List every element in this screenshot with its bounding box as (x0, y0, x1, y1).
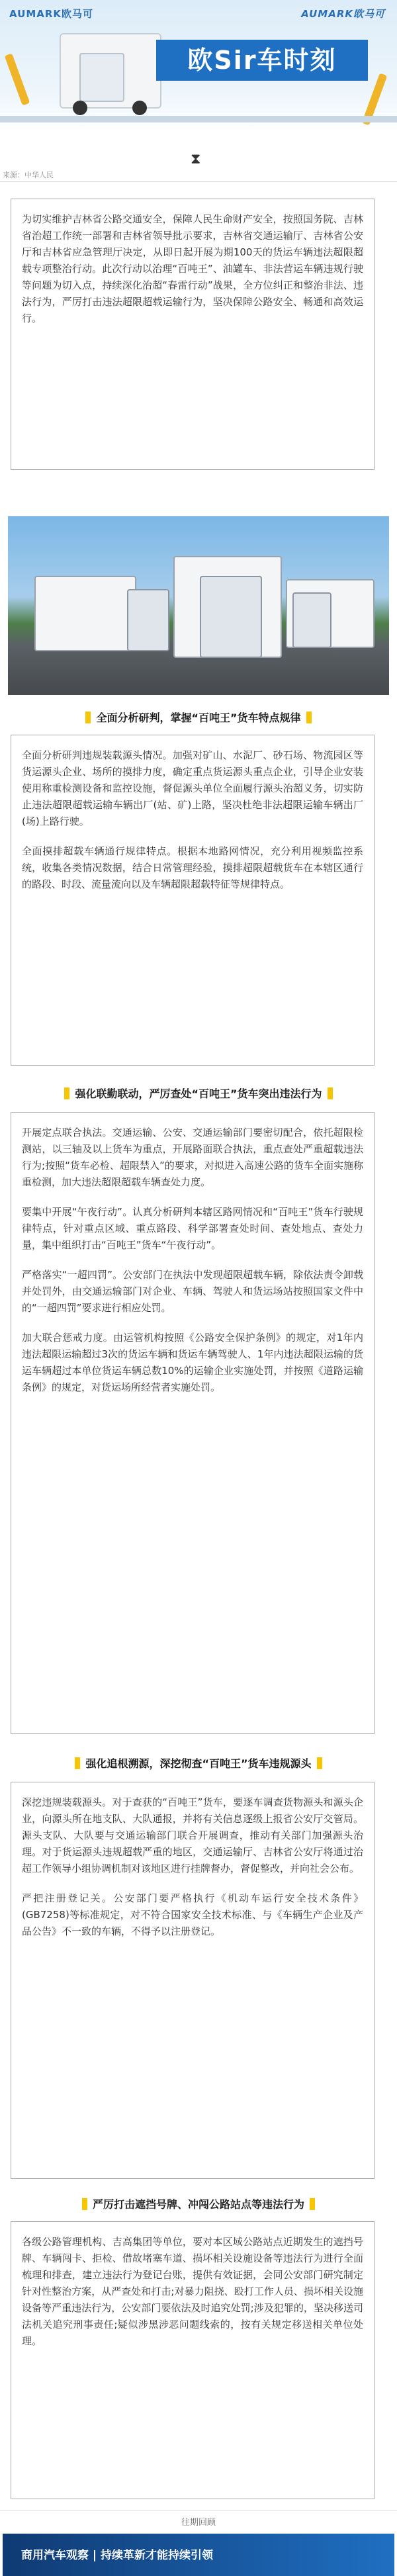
paragraph: 开展定点联合执法。交通运输、公安、交通运输部门要密切配合，依托超限检测站，以三轴及以上货车为重点，开展路面联合执法，重点查处严重超载违法行为;按照“货车必检、超限禁入”的要求，对拟进入高速公路的货车全面实施称重检测，加大违法超限超载车辆查处力度。 (22, 1127, 363, 1188)
paragraph: 全面摸排超载车辆通行规律特点。根据本地路网情况，充分利用视频监控系统，收集各类情况数据，结合日常管理经验，摸排超限超载货车在本辖区通行的路段、时段、流量流向以及车辆超限超载特征等规律特点。 (22, 845, 363, 890)
heading-bar-right (310, 2198, 315, 2210)
heading-bar-left (75, 1757, 80, 1769)
header-banner (0, 0, 397, 132)
truck-image (34, 576, 136, 651)
section-heading (0, 710, 397, 725)
banner-title: 欧Sir车时刻 (156, 40, 368, 81)
paragraph: 为切实维护吉林省公路交通安全，保障人民生命财产安全，按照国务院、吉林省治超工作统一部署和吉林省领导批示要求，吉林省交通运输厅、吉林省公安厅和吉林省应急管理厅决定，从即日起开展为期100天的货运车辆违法超限超载专项整治行动。此次行动以治理“百吨王”、油罐车、非法营运车辆违规行驶等问题为切入点，持续深化治超“春雷行动”战果，全方位纠正和整治非法、违法行为，严厉打击违法超限超载运输行为，坚决保障公路安全、畅通和高效运行。 (22, 213, 363, 324)
truck-image-cab (200, 576, 262, 658)
section-heading (0, 2196, 397, 2211)
paragraph: 深挖违规装载源头。对于查获的“百吨王”货车，要逐车调查货物源头和源头企业，向源头所在地支队、大队通报，并将有关信息逐级上报省公安厅交管局。源头支队、大队要与交通运输部门联合开展调查，推动有关部门加强源头治理。对于货运源头违规超载严重的地区，交通运输厅、吉林省公安厅将通过治超工作领导小组协调机制对该地区进行挂牌督办，督促整改，并向社会公布。 (22, 1796, 363, 1874)
truck-image-cab (127, 589, 169, 651)
text-box-section-1 (11, 735, 375, 1066)
truck-cab-illustration (79, 53, 124, 102)
paragraph: 严把注册登记关。公安部门要严格执行《机动车运行安全技术条件》(GB7258)等标准规定，对不符合国家安全技术标准、与《车辆生产企业及产品公告》不一致的车辆，不得予以注册登记。 (22, 1892, 363, 1937)
section-heading-text: 全面分析研判，掌握“百吨王”货车特点规律 (96, 712, 301, 724)
source-line: 来源：中华人民 (3, 171, 54, 179)
heading-bar-right (328, 1087, 333, 1099)
section-heading (0, 1085, 397, 1101)
paragraph: 严格落实“一超四罚”。公安部门在执法中发现超限超载车辆，除依法责令卸载并处罚外，由交通运输部门对企业、车辆、驾驶人和货运场站按照国家文件中的“一超四罚”要求进行相应处罚。 (22, 1269, 363, 1314)
road-illustration (0, 116, 397, 122)
section-heading (0, 1755, 397, 1771)
section-heading-text: 严厉打击遮挡号牌、冲闯公路站点等违法行为 (92, 2198, 304, 2211)
hourglass-icon: ⧗ (191, 151, 201, 167)
paragraph: 各级公路管理机构、吉高集团等单位，要对本区域公路站点近期发生的遮挡号牌、车辆闯卡、拒检、借故堵塞车道、损坏相关设施设备等违法行为进行全面梳理和排查，建立违法行为登记台账，提供有效证据，会同公安部门研究制定针对性整治方案，从严查处和打击;对暴力阻挠、殴打工作人员、损坏相关设施设备等严重违法行为，公安部门要依法及时追究处罚;涉及犯罪的，坚决移送司法机关追究刑事责任;疑似涉黑涉恶问题线索的，按有关规定移送相关单位处理。 (22, 2236, 363, 2347)
text-box-section-2 (11, 1112, 375, 1734)
section-heading-text: 强化追根溯源，深挖彻查“百吨王”货车违规源头 (85, 1757, 312, 1770)
heading-bar-left (85, 712, 91, 723)
brand-logo-right: AUMARK欧马可 (301, 8, 385, 20)
intro-text-box (11, 199, 375, 470)
past-article-title[interactable]: 商用汽车观察 | 持续革新才能持续引领 (21, 2549, 214, 2562)
past-article-banner[interactable] (3, 2534, 394, 2576)
text-box-section-3 (11, 1782, 375, 2179)
heading-bar-left (64, 1087, 69, 1099)
text-box-section-4 (11, 2221, 375, 2499)
paragraph: 要集中开展“午夜行动”。认真分析研判本辖区路网情况和“百吨王”货车行驶规律特点，针对重点区域、重点路段、科学部署查处时间、查处地点、查处力量，集中组织打击“百吨王”货车“午夜行动”。 (22, 1206, 363, 1251)
truck-image-cab (292, 592, 331, 648)
heading-bar-right (317, 1757, 322, 1769)
robot-arm-illustration (5, 53, 30, 105)
wheel-illustration (73, 101, 87, 115)
trucks-photo (8, 516, 389, 695)
past-review-label: 往期回顾 (181, 2518, 216, 2528)
heading-bar-right (306, 712, 312, 723)
wheel-illustration (132, 101, 147, 115)
brand-logo-left: AUMARK欧马可 (9, 8, 94, 20)
heading-bar-left (82, 2198, 87, 2210)
paragraph: 加大联合惩戒力度。由运管机构按照《公路安全保护条例》的规定，对1年内违法超限运输超过3次的货运车辆和货运车辆驾驶人、1年内违法超限运输的货运车辆超过本单位货运车辆总数10%的运输企业实施处罚，并按照《道路运输条例》的规定，对货运场所经营者实施处罚。 (22, 1332, 363, 1393)
section-heading-text: 强化联勤联动，严厉查处“百吨王”货车突出违法行为 (75, 1087, 322, 1100)
paragraph: 全面分析研判违规装载源头情况。加强对矿山、水泥厂、砂石场、物流园区等货运源头企业、场所的摸排力度，确定重点货运源头重点企业，引导企业安装使用称重检测设备和监控设施，督促源头单位全面履行源头治超义务，切实防止违法超限超载运输车辆出厂(站、矿)上路，坚决杜绝非法超限运输车辆出厂(场)上路行驶。 (22, 749, 363, 827)
divider (0, 181, 397, 182)
